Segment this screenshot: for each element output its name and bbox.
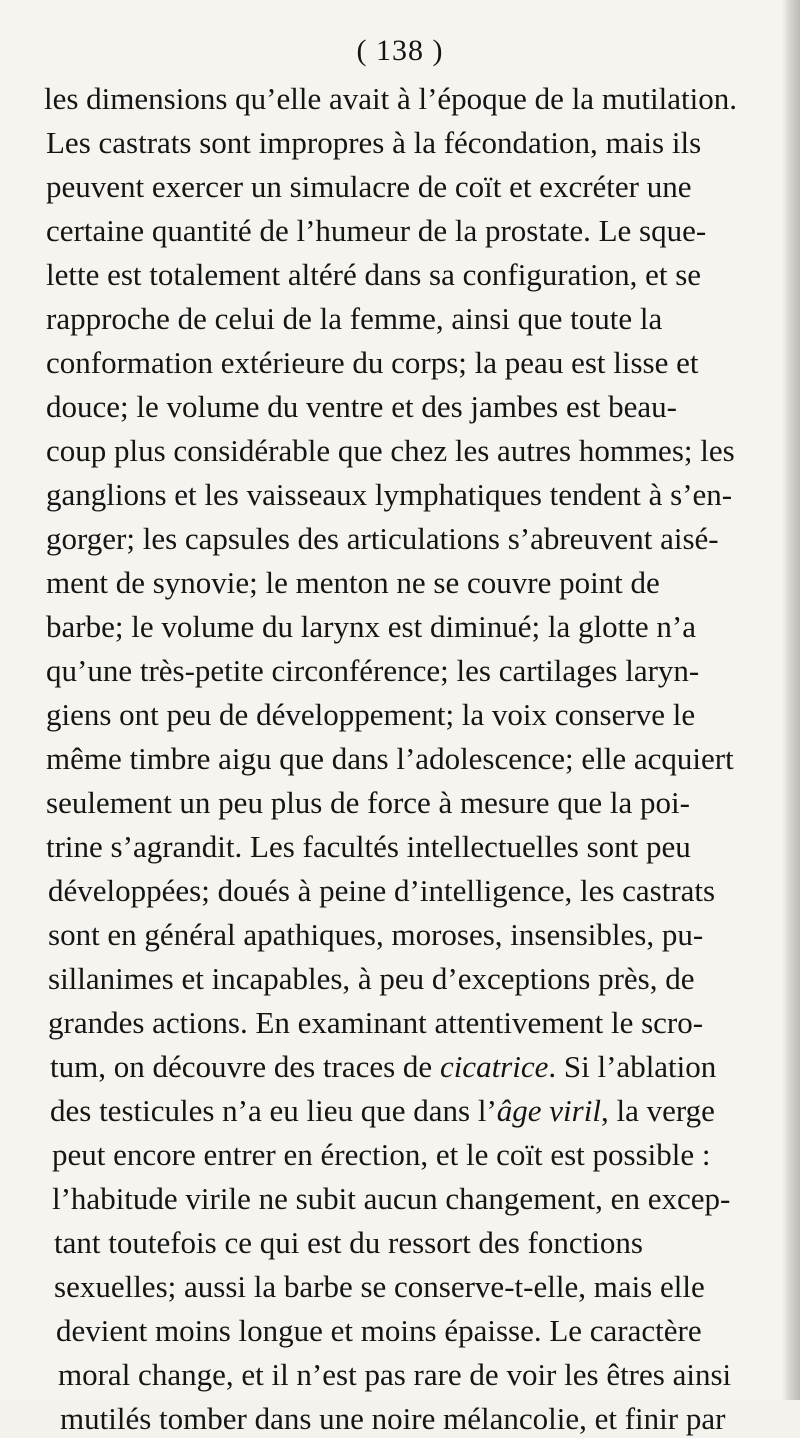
text-line: trine s’agrandit. Les facultés intellectuelles sont peu: [46, 829, 691, 864]
text-line: ganglions et les vaisseaux lymphatiques tendent à s’en-: [46, 477, 733, 512]
text-line: des testicules n’a eu lieu que dans l’âge viril, la verge: [50, 1093, 715, 1128]
text-line: développées; doués à peine d’intelligence, les castrats: [48, 873, 716, 908]
text-line: l’habitude virile ne subit aucun changement, en excep-: [52, 1181, 731, 1216]
text-line: conformation extérieure du corps; la peau est lisse et: [46, 345, 699, 380]
text-line: peuvent exercer un simulacre de coït et excréter une: [46, 169, 692, 204]
text-line: coup plus considérable que chez les autres hommes; les: [46, 433, 735, 468]
text-line: les dimensions qu’elle avait à l’époque de la mutilation.: [44, 81, 738, 116]
text-line: sexuelles; aussi la barbe se conserve-t-elle, mais elle: [54, 1269, 705, 1304]
text-line: barbe; le volume du larynx est diminué; la glotte n’a: [46, 609, 696, 644]
text-line: seulement un peu plus de force à mesure que la poi-: [46, 785, 690, 820]
text-line: tum, on découvre des traces de cicatrice. Si l’ablation: [50, 1049, 717, 1084]
text-line: ment de synovie; le menton ne se couvre point de: [46, 565, 660, 600]
text-line: lette est totalement altéré dans sa configuration, et se: [46, 257, 702, 292]
text-line: sont en général apathiques, moroses, insensibles, pu-: [48, 917, 704, 952]
text-line: giens ont peu de développement; la voix conserve le: [46, 697, 696, 732]
text-line: moral change, et il n’est pas rare de voir les êtres ainsi: [58, 1357, 732, 1392]
text-line: douce; le volume du ventre et des jambes est beau-: [46, 389, 677, 424]
text-line: grandes actions. En examinant attentivement le scro-: [48, 1005, 704, 1040]
page-number: ( 138 ): [356, 34, 444, 67]
text-line: qu’une très-petite circonférence; les cartilages laryn-: [46, 653, 700, 688]
text-line: gorger; les capsules des articulations s’abreuvent aisé-: [46, 521, 719, 556]
text-line: sillanimes et incapables, à peu d’exceptions près, de: [48, 961, 695, 996]
italic-term: âge viril: [496, 1093, 601, 1128]
text-line: devient moins longue et moins épaisse. Le caractère: [56, 1313, 702, 1348]
text-line: tant toutefois ce qui est du ressort des fonctions: [54, 1225, 643, 1260]
italic-term: cicatrice: [439, 1049, 549, 1084]
text-line: Les castrats sont impropres à la fécondation, mais ils: [46, 125, 702, 160]
text-line: mutilés tomber dans une noire mélancolie, et finir par: [60, 1401, 726, 1436]
text-line: rapproche de celui de la femme, ainsi que toute la: [46, 301, 663, 336]
text-line: même timbre aigu que dans l’adolescence; elle acquiert: [46, 741, 734, 776]
text-line: peut encore entrer en érection, et le coït est possible :: [52, 1137, 711, 1172]
text-line: certaine quantité de l’humeur de la prostate. Le sque-: [46, 213, 707, 248]
page-edge-shadow: [782, 0, 800, 1400]
